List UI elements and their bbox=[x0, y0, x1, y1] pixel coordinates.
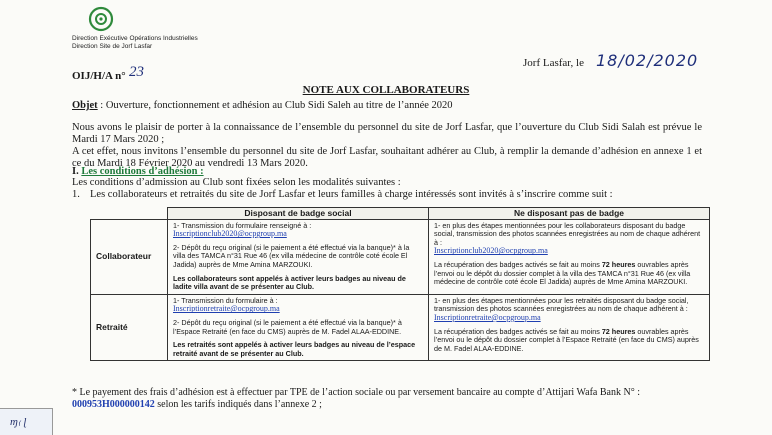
row-label-collaborateur: Collaborateur bbox=[91, 219, 168, 294]
cell-text: ouvrables après l’envoi ou le dépôt du dossier complet à l’Espace Retraité (en face du CMS) auprès de M. Fadel ALAA-EDDINE. bbox=[434, 326, 699, 353]
payment-note bbox=[72, 387, 712, 411]
handwritten-date: 18/02/2020 bbox=[596, 51, 699, 70]
note-text: * Le payement des frais d’adhésion est à effectuer par TPE de l’action sociale ou par versement bancaire au compte d’Attijari Wafa Bank N° : bbox=[72, 387, 640, 398]
cell-text-bold: Les retraités sont appelés à activer leurs badges au niveau de l’espace retraité avant de se présenter au Club. bbox=[173, 340, 416, 358]
cell-text: La récupération des badges activés se fait au moins bbox=[434, 326, 602, 336]
handwritten-reference-number: 23 bbox=[129, 64, 144, 80]
email-link[interactable]: Inscriptionclub2020@ocpgroup.ma bbox=[173, 229, 287, 239]
table-row bbox=[91, 294, 710, 361]
subject-text: : Ouverture, fonctionnement et adhésion au Club Sidi Saleh au titre de l’année 2020 bbox=[97, 100, 453, 111]
cell-text-bold: 72 heures bbox=[601, 326, 636, 336]
section-heading bbox=[72, 166, 204, 177]
table-corner bbox=[91, 208, 168, 220]
cell-text: 2- Dépôt du reçu original (si le paiement a été effectué via la banque)* à la villa des TAMCA n°31 Rue 46 (ex villa médecine de contrôle coté école El Jadida) auprès de Mme Amina MARZOUKI. bbox=[173, 242, 410, 269]
list-item-number: 1. bbox=[72, 189, 80, 200]
table-header-row bbox=[91, 208, 710, 220]
section-title: Les conditions d’adhésion : bbox=[81, 166, 204, 177]
conditions-table bbox=[90, 207, 710, 361]
cell-text: 1- Transmission du formulaire renseigné à : bbox=[173, 220, 312, 230]
paragraph-invitation: A cet effet, nous invitons l’ensemble du personnel du site de Jorf Lasfar, souhaitant adhérer au Club, à remplir la demande d’adhésion en annexe 1 et ce du Mardi 18 Février 2020 au vendredi 13 Mars 2020. bbox=[72, 146, 702, 169]
note-text: selon les tarifs indiqués dans l’annexe 2 ; bbox=[154, 399, 322, 410]
email-link[interactable]: Inscriptionclub2020@ocpgroup.ma bbox=[434, 246, 548, 256]
email-link[interactable]: Inscriptionretraite@ocpgroup.ma bbox=[434, 312, 541, 322]
cell-text: ouvrables après l’envoi ou le dépôt du dossier complet à la villa des TAMCA n°31 Rue 46 (ex villa médecine de contrôle coté école El Jadida) auprès de Mme Amina MARZOUKI. bbox=[434, 259, 691, 287]
cell-text: 2- Dépôt du reçu original (si le paiement a été effectué via la banque)* à l’Espace Retraité (en face du CMS) auprès de M. Fadel ALAA-EDDINE. bbox=[173, 317, 402, 336]
subject-label: Objet bbox=[72, 100, 98, 111]
table-cell bbox=[429, 219, 710, 294]
section-number: I. bbox=[72, 166, 79, 177]
org-line-2: Direction Site de Jorf Lasfar bbox=[72, 43, 153, 50]
list-item-text: Les collaborateurs et retraités du site de Jorf Lasfar et leurs familles à charge intéressés sont invités à s’inscrire comme suit : bbox=[90, 189, 613, 200]
date-label: Jorf Lasfar, le bbox=[523, 57, 584, 69]
reference-label: OIJ/H/A n° bbox=[72, 70, 126, 82]
table-header-no-badge: Ne disposant pas de badge bbox=[429, 208, 710, 220]
org-line-1: Direction Exécutive Opérations Industrielles bbox=[72, 35, 198, 42]
cell-text: 1- en plus des étapes mentionnées pour les retraités disposant du badge social, transmission des photos scannées enregistrées au nom de chaque adhérent à : bbox=[434, 295, 689, 314]
cell-text: La récupération des badges activés se fait au moins bbox=[434, 259, 602, 269]
cell-text: 1- en plus des étapes mentionnées pour les collaborateurs disposant du badge social, transmission des photos scannées enregistrées au nom de chaque adhérent à : bbox=[434, 220, 701, 247]
table-cell bbox=[168, 294, 429, 361]
document-title: NOTE AUX COLLABORATEURS bbox=[302, 84, 470, 96]
subject-line bbox=[72, 100, 453, 111]
cell-text: 1- Transmission du formulaire à : bbox=[173, 295, 278, 305]
handwritten-signature: ɱ₍ ɭ bbox=[10, 416, 27, 428]
table-row bbox=[91, 219, 710, 294]
table-cell bbox=[429, 294, 710, 361]
row-label-retraite: Retraité bbox=[91, 294, 168, 361]
bank-account-number: 000953H000000142 bbox=[72, 399, 155, 410]
ocp-logo-icon bbox=[88, 6, 114, 32]
email-link[interactable]: Inscriptionretraite@ocpgroup.ma bbox=[173, 304, 280, 314]
signature-stamp bbox=[0, 408, 53, 435]
cell-text-bold: 72 heures bbox=[601, 259, 636, 269]
table-cell bbox=[168, 219, 429, 294]
cell-text-bold: Les collaborateurs sont appelés à activer leurs badges au niveau de ladite villa avant de se présenter au Club. bbox=[173, 273, 406, 292]
paragraph-opening: Nous avons le plaisir de porter à la connaissance de l’ensemble du personnel du site de Jorf Lasfar, que l’ouverture du Club Sidi Salah est prévue le Mardi 17 Mars 2020 ; bbox=[72, 122, 702, 145]
section-intro: Les conditions d’admission au Club sont fixées selon les modalités suivantes : bbox=[72, 177, 401, 188]
organization-name bbox=[72, 35, 198, 51]
list-item bbox=[72, 189, 702, 201]
table-header-badge: Disposant de badge social bbox=[168, 208, 429, 220]
